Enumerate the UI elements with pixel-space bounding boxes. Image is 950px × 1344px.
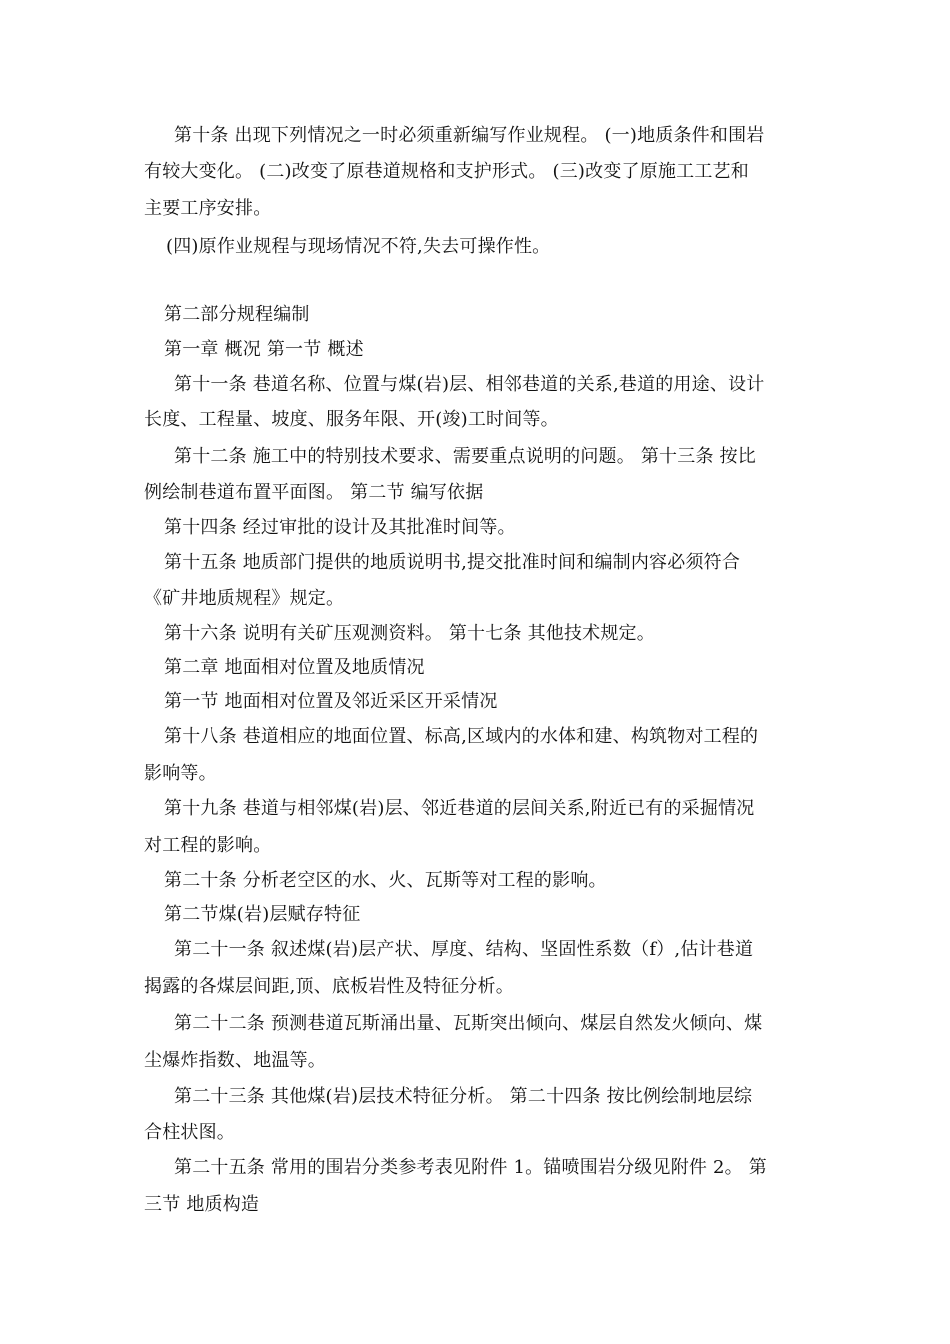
text-line: 尘爆炸指数、地温等。 [144, 1050, 326, 1071]
section-heading: 第二部分规程编制 [164, 304, 310, 325]
text-line: 影响等。 [144, 763, 217, 784]
text-line: 第十八条 巷道相应的地面位置、标高,区域内的水体和建、构筑物对工程的 [164, 726, 759, 747]
text-line: (四)原作业规程与现场情况不符,失去可操作性。 [166, 236, 551, 257]
section-heading: 三节 地质构造 [144, 1194, 260, 1215]
text-line: 长度、工程量、坡度、服务年限、开(竣)工时间等。 [144, 409, 559, 430]
text-line: 第十九条 巷道与相邻煤(岩)层、邻近巷道的层间关系,附近已有的采掘情况 [164, 798, 755, 819]
text-line: 主要工序安排。 [144, 198, 272, 219]
text-line: 合柱状图。 [144, 1122, 235, 1143]
text-line: 第二十二条 预测巷道瓦斯涌出量、瓦斯突出倾向、煤层自然发火倾向、煤 [174, 1013, 763, 1034]
text-line: 有较大变化。 (二)改变了原巷道规格和支护形式。 (三)改变了原施工工艺和 [144, 161, 749, 182]
section-heading: 第二节煤(岩)层赋存特征 [164, 904, 361, 925]
text-line: 第十二条 施工中的特别技术要求、需要重点说明的问题。 第十三条 按比 [174, 446, 756, 467]
chapter-heading: 第一章 概况 第一节 概述 [164, 339, 364, 360]
text-line: 第十四条 经过审批的设计及其批准时间等。 [164, 517, 516, 538]
text-line: 第二十条 分析老空区的水、火、瓦斯等对工程的影响。 [164, 870, 607, 891]
text-line: 对工程的影响。 [144, 835, 272, 856]
text-line: 第十六条 说明有关矿压观测资料。 第十七条 其他技术规定。 [164, 623, 655, 644]
section-heading: 第一节 地面相对位置及邻近采区开采情况 [164, 691, 498, 712]
text-line: 第二十五条 常用的围岩分类参考表见附件 1。锚喷围岩分级见附件 2。 第 [174, 1157, 767, 1178]
text-line: 第二十三条 其他煤(岩)层技术特征分析。 第二十四条 按比例绘制地层综 [174, 1086, 753, 1107]
text-line: 第十一条 巷道名称、位置与煤(岩)层、相邻巷道的关系,巷道的用途、设计 [174, 374, 765, 395]
text-line: 《矿井地质规程》规定。 [144, 588, 345, 609]
text-line: 第十条 出现下列情况之一时必须重新编写作业规程。 (一)地质条件和围岩 [174, 125, 765, 146]
text-line: 揭露的各煤层间距,顶、底板岩性及特征分析。 [144, 976, 514, 997]
text-line: 例绘制巷道布置平面图。 第二节 编写依据 [144, 482, 484, 503]
chapter-heading: 第二章 地面相对位置及地质情况 [164, 657, 425, 678]
text-line: 第二十一条 叙述煤(岩)层产状、厚度、结构、坚固性系数（f）,估计巷道 [174, 939, 754, 960]
text-line: 第十五条 地质部门提供的地质说明书,提交批准时间和编制内容必须符合 [164, 552, 741, 573]
